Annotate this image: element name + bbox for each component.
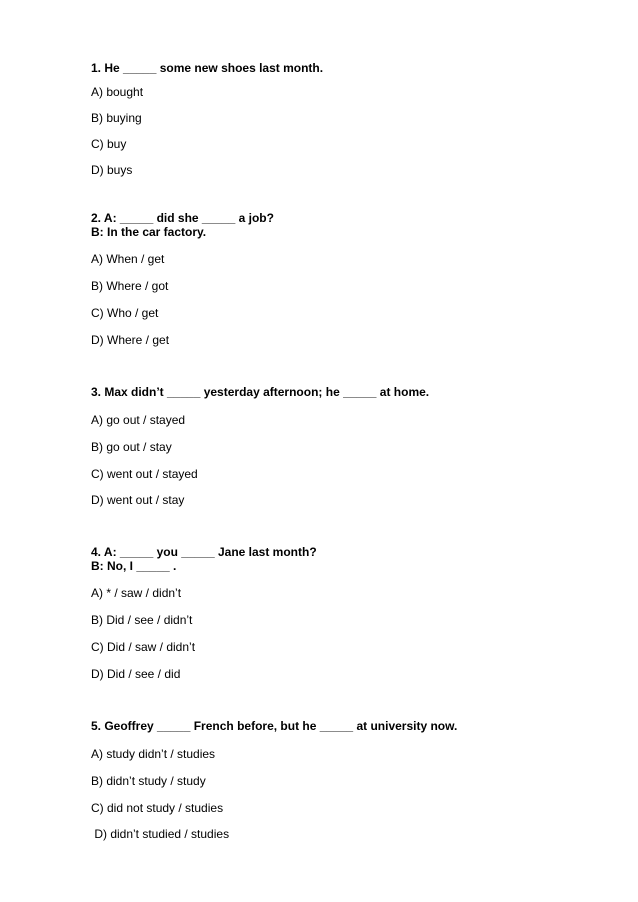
question-3-prompt: 3. Max didn’t _____ yesterday afternoon; he _____ at home. bbox=[91, 385, 430, 399]
question-1-option-a: A) bought bbox=[91, 85, 144, 99]
question-2-option-d: D) Where / get bbox=[91, 333, 170, 347]
question-4-option-c: C) Did / saw / didn’t bbox=[91, 640, 196, 654]
question-4-option-d: D) Did / see / did bbox=[91, 667, 181, 681]
question-5-option-b: B) didn’t study / study bbox=[91, 774, 206, 788]
question-4-prompt-line-2: B: No, I _____ . bbox=[91, 559, 177, 573]
question-3-option-d: D) went out / stay bbox=[91, 493, 185, 507]
question-5-option-a: A) study didn’t / studies bbox=[91, 747, 216, 761]
question-4-option-b: B) Did / see / didn’t bbox=[91, 613, 193, 627]
question-2-prompt-line-1: 2. A: _____ did she _____ a job? bbox=[91, 211, 274, 225]
question-4-option-a: A) * / saw / didn’t bbox=[91, 586, 182, 600]
question-2-prompt-line-2: B: In the car factory. bbox=[91, 225, 207, 239]
question-1-option-d: D) buys bbox=[91, 163, 133, 177]
question-2-option-c: C) Who / get bbox=[91, 306, 159, 320]
question-3-option-c: C) went out / stayed bbox=[91, 467, 198, 481]
question-3-option-a: A) go out / stayed bbox=[91, 413, 186, 427]
question-2-option-b: B) Where / got bbox=[91, 279, 169, 293]
question-2-option-a: A) When / get bbox=[91, 252, 165, 266]
question-5-option-c: C) did not study / studies bbox=[91, 801, 224, 815]
question-4-prompt-line-1: 4. A: _____ you _____ Jane last month? bbox=[91, 545, 317, 559]
question-3-option-b: B) go out / stay bbox=[91, 440, 172, 454]
question-1-option-b: B) buying bbox=[91, 111, 142, 125]
question-5-option-d: D) didn’t studied / studies bbox=[91, 827, 230, 841]
question-1-prompt: 1. He _____ some new shoes last month. bbox=[91, 61, 324, 75]
question-1-option-c: C) buy bbox=[91, 137, 127, 151]
question-5-prompt: 5. Geoffrey _____ French before, but he _____ at university now. bbox=[91, 719, 458, 733]
